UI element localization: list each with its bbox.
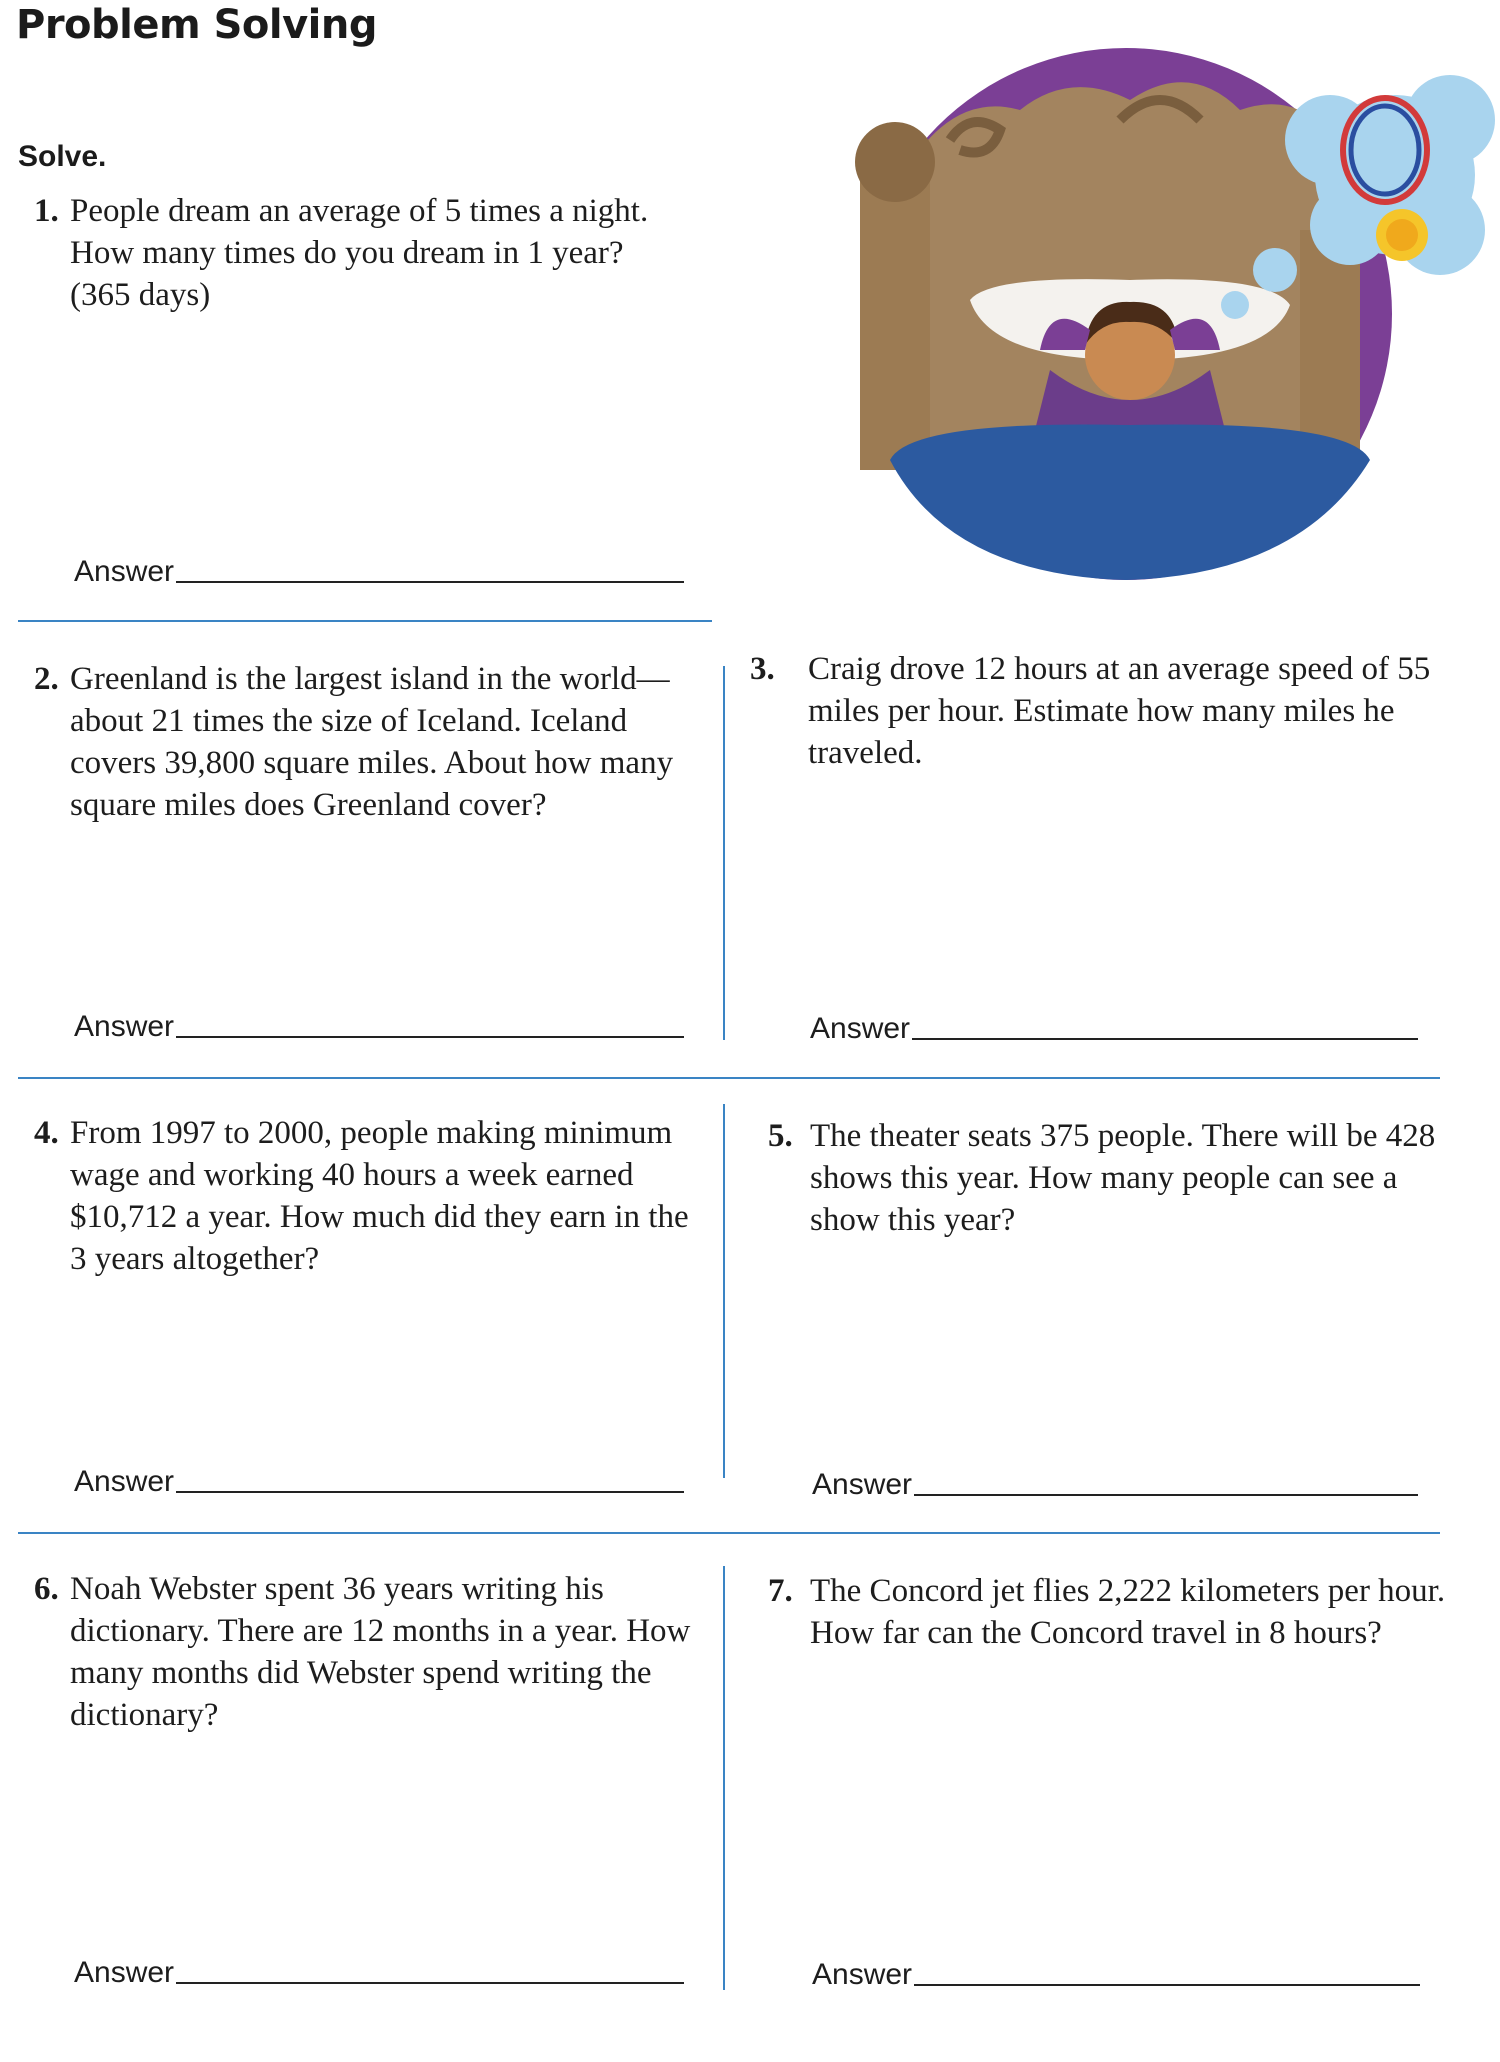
answer-line-1[interactable] bbox=[176, 581, 684, 583]
answer-4 bbox=[74, 1465, 684, 1499]
problem-7 bbox=[768, 1570, 1458, 1654]
problem-number: 1. bbox=[34, 193, 59, 229]
answer-7 bbox=[812, 1958, 1420, 1992]
problem-text: The theater seats 375 people. There will be 428 shows this year. How many people can see a show this year? bbox=[810, 1118, 1436, 1238]
left-post-knob bbox=[855, 122, 935, 202]
left-bedpost bbox=[860, 180, 930, 470]
problem-number: 5. bbox=[768, 1118, 793, 1154]
answer-1 bbox=[74, 555, 684, 589]
answer-label: Answer bbox=[74, 1010, 175, 1043]
problem-6 bbox=[34, 1568, 714, 1736]
problem-3 bbox=[750, 648, 1450, 774]
answer-line-5[interactable] bbox=[914, 1494, 1418, 1496]
divider-row-1 bbox=[18, 620, 712, 622]
problem-text: From 1997 to 2000, people making minimum wage and working 40 hours a week earned $10,712 a year. How much did they earn in the 3 years altogether? bbox=[70, 1115, 689, 1277]
divider-row-3 bbox=[18, 1532, 1440, 1534]
problem-number: 7. bbox=[768, 1573, 793, 1609]
problem-1 bbox=[34, 190, 694, 316]
answer-label: Answer bbox=[74, 555, 175, 588]
problem-4 bbox=[34, 1112, 694, 1280]
answer-5 bbox=[812, 1468, 1418, 1502]
problem-text: The Concord jet flies 2,222 kilometers per hour. How far can the Concord travel in 8 hours? bbox=[810, 1573, 1446, 1651]
answer-line-4[interactable] bbox=[176, 1491, 684, 1493]
blanket bbox=[890, 424, 1370, 580]
problem-text: Noah Webster spent 36 years writing his dictionary. There are 12 months in a year. How many months did Webster spend writing the dictionary? bbox=[70, 1571, 691, 1733]
problem-2 bbox=[34, 658, 694, 826]
answer-line-2[interactable] bbox=[176, 1036, 684, 1038]
problem-text: Craig drove 12 hours at an average speed of 55 miles per hour. Estimate how many miles he traveled. bbox=[808, 651, 1431, 771]
answer-2 bbox=[74, 1010, 684, 1044]
answer-line-3[interactable] bbox=[912, 1038, 1418, 1040]
answer-label: Answer bbox=[810, 1012, 911, 1045]
answer-6 bbox=[74, 1956, 684, 1990]
problem-text: People dream an average of 5 times a night. How many times do you dream in 1 year? (365 days) bbox=[70, 193, 649, 313]
answer-label: Answer bbox=[812, 1958, 913, 1991]
answer-label: Answer bbox=[74, 1465, 175, 1498]
problem-5 bbox=[768, 1115, 1458, 1241]
problem-text: Greenland is the largest island in the world—about 21 times the size of Iceland. Iceland covers 39,800 square miles. About how many square miles does Greenland cover? bbox=[70, 661, 674, 823]
divider-column-1 bbox=[723, 666, 725, 1040]
divider-column-2 bbox=[723, 1104, 725, 1478]
answer-label: Answer bbox=[74, 1956, 175, 1989]
instruction-label: Solve. bbox=[18, 140, 107, 173]
answer-line-7[interactable] bbox=[914, 1984, 1420, 1986]
answer-line-6[interactable] bbox=[176, 1982, 684, 1984]
answer-3 bbox=[810, 1012, 1418, 1046]
divider-column-3 bbox=[723, 1566, 725, 1990]
problem-number: 2. bbox=[34, 661, 59, 697]
problem-number: 4. bbox=[34, 1115, 59, 1151]
page-title: Problem Solving bbox=[16, 2, 377, 48]
problem-number: 6. bbox=[34, 1571, 59, 1607]
sleeping-child-illustration bbox=[830, 30, 1495, 580]
problem-number: 3. bbox=[750, 651, 775, 687]
answer-label: Answer bbox=[812, 1468, 913, 1501]
divider-row-2 bbox=[18, 1077, 1440, 1079]
